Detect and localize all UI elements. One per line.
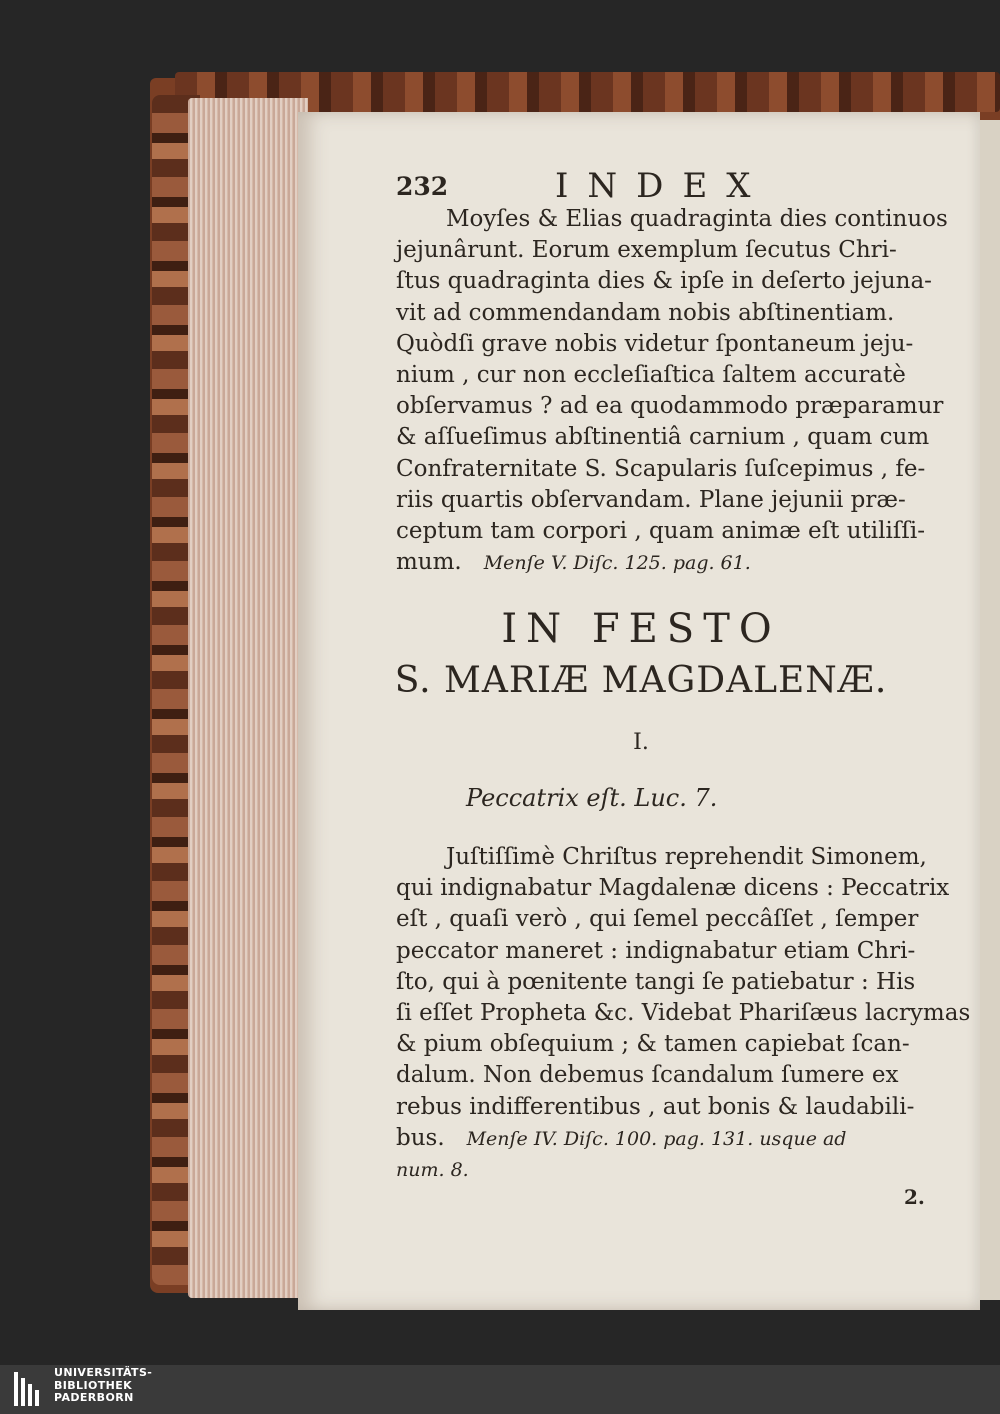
text-line: peccator maneret : indignabatur etiam Chri- [396, 937, 916, 964]
index-entry-text [396, 204, 956, 579]
scripture-quote: Peccatrix eſt. Luc. 7. [466, 784, 718, 812]
text-line: Moyſes & Elias quadraginta dies continuos [446, 206, 948, 232]
library-name-line: UNIVERSITÄTS- [54, 1366, 153, 1379]
text-line: vit ad commendandam nobis abſtinentiam. [396, 299, 895, 326]
text-line: Quòdſi grave nobis videtur ſpontaneum jeju- [396, 330, 914, 357]
signature-mark: 2. [904, 1185, 925, 1209]
section-subheading: S. MARIÆ MAGDALENÆ. [394, 660, 888, 701]
facing-page-edge [978, 120, 1000, 1300]
text-line: obſervamus ? ad ea quodammodo præparamur [396, 393, 944, 420]
page-number: 232 [396, 172, 449, 201]
section-heading: IN FESTO [501, 606, 781, 652]
source-reference-continued: num. 8. [396, 1159, 469, 1182]
text-line: eſt , quaſi verò , qui ſemel peccâſſet , ſemper [396, 906, 919, 933]
text-line: qui indignabatur Magdalenæ dicens : Peccatrix [396, 875, 950, 902]
library-logo-icon [14, 1372, 40, 1406]
source-reference: Menſe IV. Diſc. 100. pag. 131. usque ad [466, 1127, 847, 1150]
text-line: riis quartis obſervandam. Plane jejunii præ- [396, 486, 906, 513]
text-line: ſi eſſet Propheta &c. Videbat Phariſæus lacrymas [396, 1000, 971, 1027]
text-line-end: mum. [396, 549, 462, 576]
page-block-edge [188, 98, 308, 1298]
text-line: Confraternitate S. Scapularis ſuſcepimus , fe- [396, 455, 926, 482]
source-reference: Menſe V. Diſc. 125. pag. 61. [483, 552, 751, 575]
text-line: & pium obſequium ; & tamen capiebat ſcan- [396, 1031, 910, 1058]
text-line-end: bus. [396, 1124, 445, 1151]
library-name-line: BIBLIOTHEK [54, 1378, 133, 1392]
library-name [54, 1367, 152, 1405]
text-line: & aſſueſimus abſtinentiâ carnium , quam cum [396, 424, 930, 451]
text-line-last [396, 547, 956, 579]
sermon-text [396, 842, 971, 1186]
text-line: Juſtiſſimè Chriſtus reprehendit Simonem, [446, 844, 927, 870]
text-line: dalum. Non debemus ſcandalum ſumere ex [396, 1062, 899, 1089]
text-line: nium , cur non eccleſiaſtica ſaltem accuratè [396, 362, 906, 389]
text-line-last [396, 1123, 956, 1155]
text-line: rebus indifferentibus , aut bonis & laudabili- [396, 1093, 915, 1120]
text-line: ſtus quadraginta dies & ipſe in deſerto jejuna- [396, 268, 932, 295]
text-line: ſto, qui à pœnitente tangi ſe patiebatur : His [396, 968, 916, 995]
section-number: I. [633, 730, 649, 755]
text-line: jejunârunt. Eorum exemplum ſecutus Chri- [396, 237, 897, 264]
library-name-line: PADERBORN [54, 1391, 134, 1404]
running-title: INDEX [555, 166, 770, 206]
text-line: ceptum tam corpori , quam animæ eſt utiliſſi- [396, 518, 925, 545]
